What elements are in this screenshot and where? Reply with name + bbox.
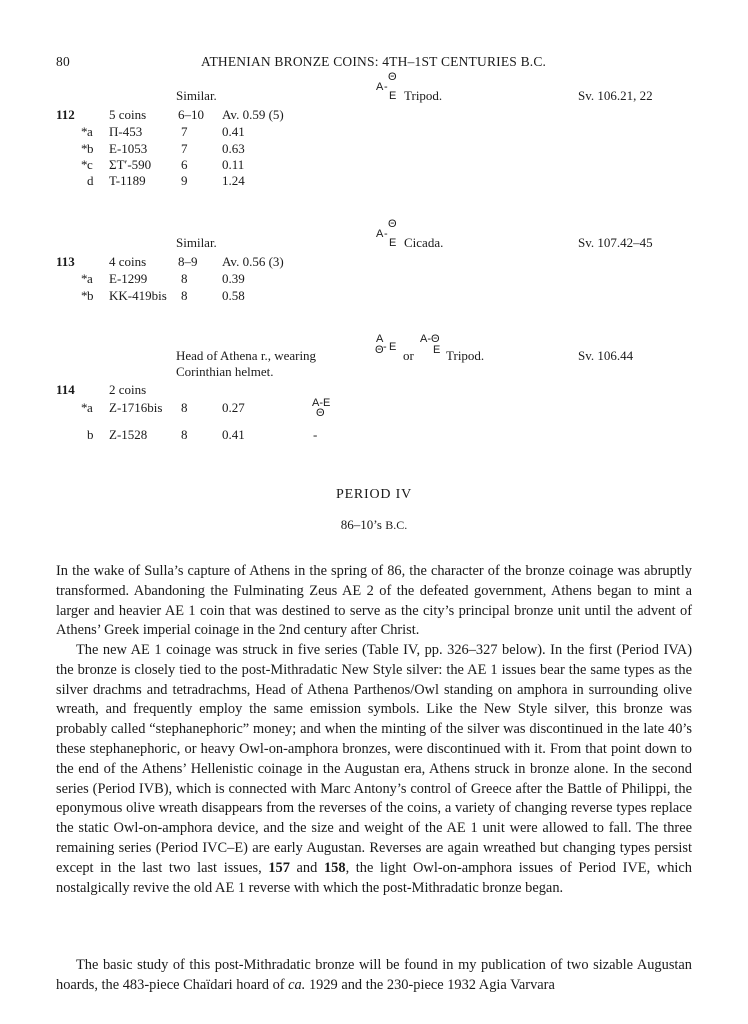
svoronos-reference: Sv. 106.44	[578, 348, 634, 363]
reverse-type: Tripod.	[404, 88, 443, 103]
svoronos-reference: Sv. 107.42–45	[578, 235, 653, 250]
entry-number: 114	[56, 382, 75, 397]
die-range: 8–9	[178, 254, 198, 269]
period-dates: 86–10’s B.C.	[340, 517, 408, 532]
coin-count: 2 coins	[109, 382, 147, 397]
running-title: ATHENIAN BRONZE COINS: 4TH–1ST CENTURIES B.C.	[201, 54, 547, 69]
obverse-description-cont: Corinthian helmet.	[176, 364, 274, 379]
reverse-monogram: Θ A - E	[376, 218, 397, 249]
field-monogram-bottom: Θ	[316, 407, 325, 419]
field-monogram: A-E	[312, 397, 331, 409]
reverse-type: Cicada.	[404, 235, 444, 250]
reverse-monogram: Θ A - E	[376, 71, 397, 102]
entry-number: 112	[56, 107, 75, 122]
obverse-description: Head of Athena r., wearing	[176, 348, 317, 363]
svoronos-reference: Sv. 106.21, 22	[578, 88, 653, 103]
coin-count: 4 coins	[109, 254, 147, 269]
average-weight: Av. 0.59 (5)	[222, 107, 284, 122]
period-title: PERIOD IV	[335, 487, 413, 502]
obverse-description: Similar.	[176, 88, 217, 103]
reverse-or: or	[403, 348, 414, 363]
field-monogram: -	[313, 427, 318, 442]
paragraph-1: In the wake of Sulla’s capture of Athens in the spring of 86, the character of the bronze coinage was abruptly transformed. Abandoning the Fulminating Zeus AE 2 of the defeated government, Athens began to mint a larger and heavier AE 1 coin that was destined to serve as the city’s principal bronze unit until the advent of Athens’ Greek imperial coinage in the 2nd century after Christ.	[56, 563, 692, 639]
paragraph-3: The basic study of this post-Mithradatic bronze will be found in my publication of two sizable Augustan hoards, the 483-piece Chaïdari hoard of ca. 1929 and the 230-piece 1932 Agia Varvara	[56, 957, 692, 993]
entry-number: 113	[56, 254, 75, 269]
average-weight: Av. 0.56 (3)	[222, 254, 284, 269]
reverse-monogram-alt: A-Θ E	[420, 333, 441, 356]
die-range: 6–10	[178, 107, 204, 122]
reverse-type: Tripod.	[446, 348, 485, 363]
paragraph-2: The new AE 1 coinage was struck in five series (Table IV, pp. 326–327 below). In the first (Period IVA) the bronze is closely tied to the post-Mithradatic New Style silver: the AE 1 issues bear the same types as the silver drachms and tetradrachms, Head of Athena Parthenos/Owl standing on amphora in surrounding olive wreath, and frequently employ the same emission symbols. Like the New Style silver, this bronze was probably called “stephanephoric” money; and when the minting of the silver was discontinued in the late 40’s these stephanephoric, or heavy Owl-on-amphora bronzes, were discontinued with it. From that point down to the end of the Athens’ Hellenistic coinage in the Augustan era, Athens struck in bronze alone. In the second series (Period IVB), which is connected with Marc Antony’s control of Greece after the Battle of Philippi, the eponymous olive wreath disappears from the reverses of the coins, a variety of changing reverse types replace the static Owl-on-amphora device, and the size and weight of the AE 1 unit were allowed to fall. The three remaining series (Period IVC–E) are early Augustan. Reverses are again wreathed but changing types persist except in the last two last issues, 157 and 158, the light Owl-on-amphora issues of Period IVE, which nostalgically revive the old AE 1 reverse with which the post-Mithradatic bronze began.	[56, 642, 692, 896]
page-number: 80	[56, 54, 70, 69]
coin-count: 5 coins	[109, 107, 147, 122]
reverse-monogram: A Θ - E	[375, 333, 397, 356]
obverse-description: Similar.	[176, 235, 217, 250]
